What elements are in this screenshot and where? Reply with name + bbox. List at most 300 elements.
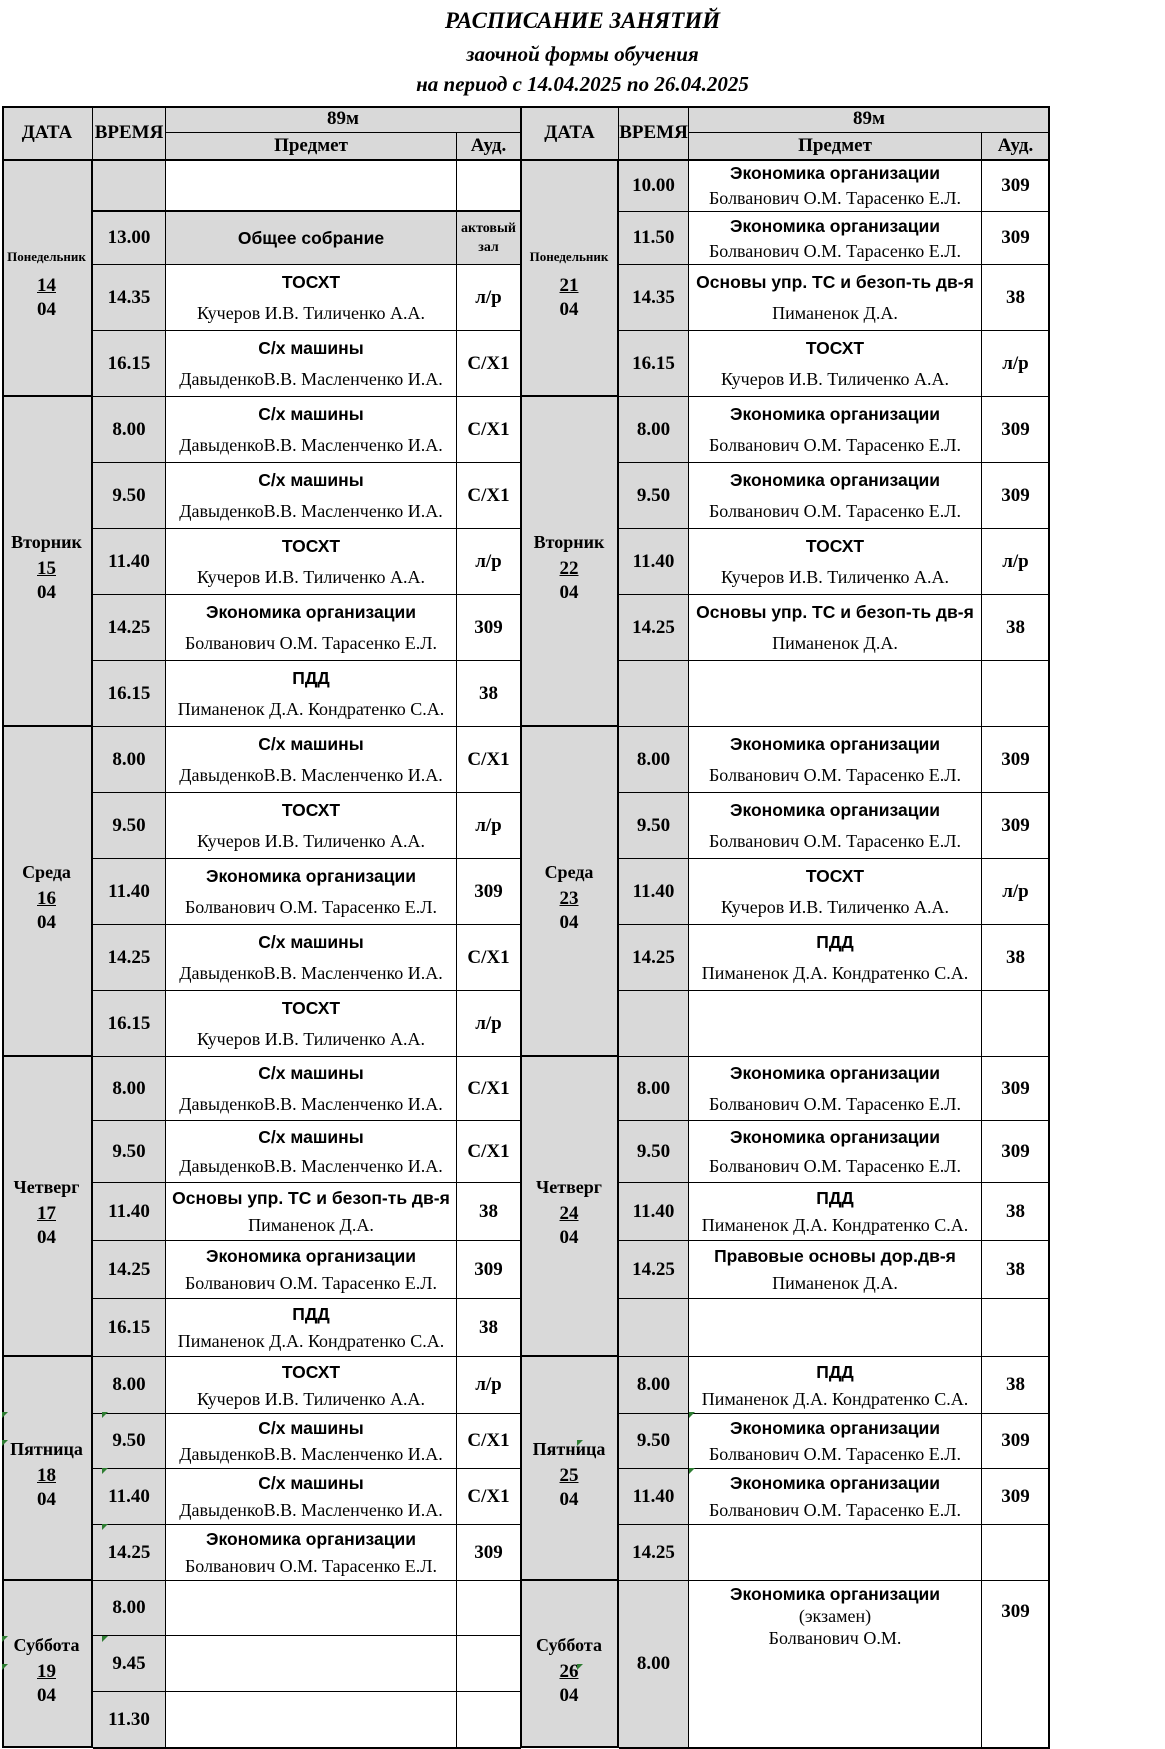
left-time-cell: 14.25 xyxy=(93,1525,166,1581)
subject-name: ТОСХТ xyxy=(805,337,865,358)
right-room-cell: 309 xyxy=(982,463,1050,529)
subject-teachers: Пиманенок Д.А. Кондратенко С.А. xyxy=(701,963,969,984)
right-room-cell: л/р xyxy=(982,859,1050,925)
right-time-cell: 14.35 xyxy=(619,265,689,331)
left-room-cell: С/Х1 xyxy=(457,397,521,463)
right-subject-cell xyxy=(689,991,982,1057)
right-room-cell: 309 xyxy=(982,160,1050,212)
right-subject-cell xyxy=(689,529,982,595)
day-number: 18 xyxy=(37,1465,56,1486)
left-room-cell: С/Х1 xyxy=(457,1414,521,1469)
subject-name: Экономика организации xyxy=(730,403,940,424)
right-time-cell xyxy=(619,991,689,1057)
left-room-cell xyxy=(457,160,521,212)
subject-teachers: Кучеров И.В. Тиличенко А.А. xyxy=(197,1388,425,1409)
subject-teachers: Болванович О.М. Тарасенко Е.Л. xyxy=(708,1444,962,1464)
table-border-top xyxy=(2,106,1050,108)
right-subject-cell xyxy=(689,925,982,991)
left-room-cell: 309 xyxy=(457,859,521,925)
table-border-left xyxy=(2,106,4,1748)
subject-name: Экономика организации xyxy=(206,1245,416,1266)
right-subject-cell xyxy=(689,1121,982,1183)
right-subject-cell xyxy=(689,463,982,529)
right-time-cell: 14.25 xyxy=(619,595,689,661)
day-month: 04 xyxy=(37,582,56,603)
day-name: Вторник xyxy=(533,532,605,552)
subject-name: С/х машины xyxy=(258,931,364,952)
day-name: Понедельник xyxy=(7,248,86,264)
left-time-cell: 9.50 xyxy=(93,1121,166,1183)
subject-name: С/х машины xyxy=(258,337,364,358)
subject-name: ТОСХТ xyxy=(805,535,865,556)
subject-name: Экономика организации xyxy=(206,865,416,886)
subject-teachers: ДавыденкоВ.В. Масленченко И.А. xyxy=(179,1499,443,1520)
page-subtitle: заочной формы обучения xyxy=(466,42,699,66)
subject-name: Основы упр. ТС и безоп-ть дв-я xyxy=(696,601,974,622)
day-month: 04 xyxy=(559,582,579,603)
day-number: 26 xyxy=(559,1660,579,1682)
day-number: 16 xyxy=(37,888,56,909)
subject-teachers: Кучеров И.В. Тиличенко А.А. xyxy=(721,567,949,588)
subject-teachers: Болванович О.М. Тарасенко Е.Л. xyxy=(708,1156,962,1177)
right-room-cell xyxy=(982,1299,1050,1357)
day-number: 21 xyxy=(559,274,579,296)
left-subject-cell xyxy=(166,991,457,1057)
right-subject-cell xyxy=(689,793,982,859)
day-name: Вторник xyxy=(11,532,82,552)
left-room-cell: С/Х1 xyxy=(457,727,521,793)
day-month: 04 xyxy=(37,1684,56,1706)
left-room-cell: 38 xyxy=(457,1183,521,1241)
subject-teachers: ДавыденкоВ.В. Масленченко И.А. xyxy=(179,1093,443,1114)
left-subject-cell xyxy=(166,1581,457,1636)
subject-name: ПДД xyxy=(292,667,330,688)
subject-name: ПДД xyxy=(292,1303,330,1324)
subject-name: Экономика организации xyxy=(206,601,416,622)
left-subject-cell xyxy=(166,397,457,463)
subject-name: ТОСХТ xyxy=(281,535,341,556)
right-subject-cell xyxy=(689,727,982,793)
comment-marker-icon xyxy=(2,1636,8,1642)
day-name: Среда xyxy=(22,862,71,882)
right-time-cell: 9.50 xyxy=(619,463,689,529)
subject-teachers: Пиманенок Д.А. Кондратенко С.А. xyxy=(177,1331,445,1352)
right-header-room: Ауд. xyxy=(982,133,1050,160)
right-day-24 xyxy=(521,1057,619,1357)
left-room-cell: л/р xyxy=(457,991,521,1057)
subject-teachers: Пиманенок Д.А. Кондратенко С.А. xyxy=(177,699,445,720)
right-subject-cell xyxy=(689,1357,982,1414)
right-subject-cell xyxy=(689,1057,982,1121)
right-time-cell: 11.50 xyxy=(619,212,689,265)
day-month: 04 xyxy=(37,1489,56,1510)
left-room-cell: С/Х1 xyxy=(457,925,521,991)
right-subject-cell xyxy=(689,397,982,463)
subject-teachers: Болванович О.М. Тарасенко Е.Л. xyxy=(708,1093,962,1114)
right-room-cell: 309 xyxy=(982,1414,1050,1469)
left-day-19 xyxy=(2,1581,93,1748)
day-number: 24 xyxy=(559,1203,579,1224)
subject-teachers: Болванович О.М. Тарасенко Е.Л. xyxy=(708,1499,962,1520)
left-room-cell: С/Х1 xyxy=(457,1057,521,1121)
subject-teachers: Кучеров И.В. Тиличенко А.А. xyxy=(721,369,949,390)
left-day-16 xyxy=(2,727,93,1057)
right-room-cell: 309 xyxy=(982,1581,1050,1748)
left-time-cell xyxy=(93,160,166,212)
left-subject-cell xyxy=(166,212,457,265)
right-subject-cell xyxy=(689,859,982,925)
subject-name: Основы упр. ТС и безоп-ть дв-я xyxy=(696,271,974,292)
left-room-cell: 309 xyxy=(457,1241,521,1299)
right-room-cell: л/р xyxy=(982,529,1050,595)
comment-marker-icon xyxy=(102,1412,108,1418)
right-time-cell: 14.25 xyxy=(619,925,689,991)
subject-teachers: Болванович О.М. Тарасенко Е.Л. xyxy=(708,187,962,208)
subject-teachers: Болванович О.М. xyxy=(768,1628,902,1648)
left-header-time: ВРЕМЯ xyxy=(93,106,166,160)
left-time-cell: 16.15 xyxy=(93,331,166,397)
subject-teachers: Болванович О.М. Тарасенко Е.Л. xyxy=(708,435,962,456)
subject-teachers: ДавыденкоВ.В. Масленченко И.А. xyxy=(179,1444,443,1464)
day-month: 04 xyxy=(559,1489,579,1510)
right-subject-cell xyxy=(689,595,982,661)
right-time-cell: 11.40 xyxy=(619,529,689,595)
left-time-cell: 14.25 xyxy=(93,595,166,661)
left-room-cell: 309 xyxy=(457,1525,521,1581)
comment-marker-icon xyxy=(689,1468,695,1474)
subject-name: С/х машины xyxy=(258,733,364,754)
left-time-cell: 16.15 xyxy=(93,661,166,727)
right-time-cell: 10.00 xyxy=(619,160,689,212)
day-number: 15 xyxy=(37,558,56,579)
left-time-cell: 13.00 xyxy=(93,212,166,265)
left-time-cell: 8.00 xyxy=(93,1357,166,1414)
left-room-cell: С/Х1 xyxy=(457,1121,521,1183)
subject-teachers: Болванович О.М. Тарасенко Е.Л. xyxy=(184,1555,438,1576)
left-time-cell: 11.30 xyxy=(93,1692,166,1748)
left-time-cell: 14.25 xyxy=(93,925,166,991)
subject-note: (экзамен) xyxy=(798,1606,872,1626)
left-room-cell xyxy=(457,1692,521,1748)
left-header-group: 89м xyxy=(166,106,521,133)
subject-name: Основы упр. ТС и безоп-ть дв-я xyxy=(172,1187,450,1208)
left-subject-cell xyxy=(166,1299,457,1357)
right-subject-cell xyxy=(689,265,982,331)
comment-marker-icon xyxy=(689,1412,695,1418)
subject-teachers: Болванович О.М. Тарасенко Е.Л. xyxy=(184,633,438,654)
left-room-cell: С/Х1 xyxy=(457,463,521,529)
day-name: Четверг xyxy=(13,1177,80,1197)
subject-name: Экономика организации xyxy=(730,163,940,184)
day-number: 22 xyxy=(559,558,579,579)
right-room-cell: 309 xyxy=(982,793,1050,859)
left-subject-cell xyxy=(166,1241,457,1299)
right-day-21 xyxy=(521,160,619,397)
right-subject-cell xyxy=(689,1299,982,1357)
subject-name: Экономика организации xyxy=(206,1529,416,1550)
subject-name: С/х машины xyxy=(258,1126,364,1147)
left-room-cell: л/р xyxy=(457,529,521,595)
left-subject-cell xyxy=(166,463,457,529)
subject-teachers: Кучеров И.В. Тиличенко А.А. xyxy=(197,1029,425,1050)
right-room-cell xyxy=(982,1525,1050,1581)
left-subject-cell xyxy=(166,1121,457,1183)
left-room-cell: 309 xyxy=(457,595,521,661)
left-subject-cell xyxy=(166,661,457,727)
left-subject-cell xyxy=(166,529,457,595)
left-time-cell: 14.35 xyxy=(93,265,166,331)
left-room-cell xyxy=(457,1581,521,1636)
day-month: 04 xyxy=(559,298,579,320)
left-header-room: Ауд. xyxy=(457,133,521,160)
left-subject-cell xyxy=(166,595,457,661)
left-subject-cell xyxy=(166,160,457,212)
left-time-cell: 16.15 xyxy=(93,991,166,1057)
right-time-cell: 14.25 xyxy=(619,1525,689,1581)
subject-name: Общее собрание xyxy=(237,228,385,248)
right-time-cell: 14.25 xyxy=(619,1241,689,1299)
left-room-cell: С/Х1 xyxy=(457,1469,521,1525)
day-name: Пятница xyxy=(532,1439,606,1459)
subject-name: С/х машины xyxy=(258,403,364,424)
right-time-cell: 8.00 xyxy=(619,1581,689,1748)
subject-teachers: ДавыденкоВ.В. Масленченко И.А. xyxy=(179,765,443,786)
subject-name: Экономика организации xyxy=(730,733,940,754)
comment-marker-icon xyxy=(2,1440,8,1446)
right-room-cell: 309 xyxy=(982,1121,1050,1183)
left-time-cell: 8.00 xyxy=(93,397,166,463)
subject-teachers: Пиманенок Д.А. Кондратенко С.А. xyxy=(701,1215,969,1236)
day-name: Среда xyxy=(544,862,594,882)
right-room-cell: 309 xyxy=(982,1469,1050,1525)
subject-teachers: Кучеров И.В. Тиличенко А.А. xyxy=(721,897,949,918)
right-room-cell: 38 xyxy=(982,1183,1050,1241)
right-header-group: 89м xyxy=(689,106,1050,133)
left-subject-cell xyxy=(166,1692,457,1748)
subject-name: Экономика организации xyxy=(730,469,940,490)
right-time-cell: 11.40 xyxy=(619,1183,689,1241)
left-room-cell: 38 xyxy=(457,1299,521,1357)
comment-marker-icon xyxy=(2,1412,8,1418)
subject-name: Экономика организации xyxy=(730,1126,940,1147)
right-header-subject: Предмет xyxy=(689,133,982,160)
comment-marker-icon xyxy=(102,1636,108,1642)
left-time-cell: 8.00 xyxy=(93,1057,166,1121)
comment-marker-icon xyxy=(102,1468,108,1474)
right-header-time: ВРЕМЯ xyxy=(619,106,689,160)
subject-name: Экономика организации xyxy=(730,215,940,236)
subject-teachers: Кучеров И.В. Тиличенко А.А. xyxy=(197,303,425,324)
subject-name: С/х машины xyxy=(258,469,364,490)
subject-name: ТОСХТ xyxy=(805,865,865,886)
left-day-17 xyxy=(2,1057,93,1357)
right-subject-cell xyxy=(689,1525,982,1581)
day-month: 04 xyxy=(559,1684,579,1706)
subject-teachers: Болванович О.М. Тарасенко Е.Л. xyxy=(708,831,962,852)
subject-name: Экономика организации xyxy=(730,799,940,820)
left-header-date: ДАТА xyxy=(2,106,93,160)
right-subject-cell xyxy=(689,1414,982,1469)
right-room-cell: 309 xyxy=(982,397,1050,463)
day-month: 04 xyxy=(37,1227,56,1248)
day-name: Четверг xyxy=(536,1177,602,1197)
right-room-cell: 309 xyxy=(982,1057,1050,1121)
day-number: 14 xyxy=(37,274,56,296)
subject-teachers: ДавыденкоВ.В. Масленченко И.А. xyxy=(179,1156,443,1177)
subject-teachers: ДавыденкоВ.В. Масленченко И.А. xyxy=(179,501,443,522)
right-room-cell: л/р xyxy=(982,331,1050,397)
left-time-cell: 9.45 xyxy=(93,1636,166,1692)
right-subject-cell xyxy=(689,331,982,397)
right-subject-cell xyxy=(689,1469,982,1525)
left-subject-cell xyxy=(166,265,457,331)
comment-marker-icon xyxy=(577,1440,583,1446)
subject-name: ТОСХТ xyxy=(281,799,341,820)
left-time-cell: 9.50 xyxy=(93,793,166,859)
left-subject-cell xyxy=(166,1469,457,1525)
left-room-cell: С/Х1 xyxy=(457,331,521,397)
left-day-15 xyxy=(2,397,93,727)
right-day-26 xyxy=(521,1581,619,1748)
left-time-cell: 9.50 xyxy=(93,1414,166,1469)
subject-teachers: Пиманенок Д.А. xyxy=(248,1215,374,1236)
day-number: 25 xyxy=(559,1465,579,1486)
left-time-cell: 16.15 xyxy=(93,1299,166,1357)
subject-teachers: Болванович О.М. Тарасенко Е.Л. xyxy=(708,501,962,522)
right-subject-cell xyxy=(689,1241,982,1299)
right-time-cell: 8.00 xyxy=(619,397,689,463)
right-time-cell: 9.50 xyxy=(619,1414,689,1469)
left-room-cell: актовый зал xyxy=(457,212,521,265)
day-name: Понедельник xyxy=(529,248,609,264)
right-time-cell: 16.15 xyxy=(619,331,689,397)
right-subject-cell xyxy=(689,1581,982,1748)
right-time-cell: 11.40 xyxy=(619,1469,689,1525)
day-month: 04 xyxy=(37,298,56,320)
subject-teachers: Пиманенок Д.А. Кондратенко С.А. xyxy=(701,1388,969,1409)
left-time-cell: 11.40 xyxy=(93,1183,166,1241)
left-subject-cell xyxy=(166,1357,457,1414)
right-time-cell xyxy=(619,661,689,727)
left-subject-cell xyxy=(166,859,457,925)
left-room-cell: л/р xyxy=(457,793,521,859)
right-room-cell: 38 xyxy=(982,925,1050,991)
right-time-cell: 11.40 xyxy=(619,859,689,925)
subject-teachers: Пиманенок Д.А. xyxy=(772,633,898,654)
subject-name: ПДД xyxy=(816,1361,854,1382)
right-day-23 xyxy=(521,727,619,1057)
left-time-cell: 8.00 xyxy=(93,727,166,793)
left-subject-cell xyxy=(166,793,457,859)
right-time-cell: 8.00 xyxy=(619,1057,689,1121)
right-room-cell xyxy=(982,991,1050,1057)
day-month: 04 xyxy=(559,912,579,933)
right-subject-cell xyxy=(689,160,982,212)
subject-name: ПДД xyxy=(816,1187,854,1208)
day-month: 04 xyxy=(559,1227,579,1248)
left-header-subject: Предмет xyxy=(166,133,457,160)
subject-teachers: Болванович О.М. Тарасенко Е.Л. xyxy=(184,1273,438,1294)
left-room-cell: 38 xyxy=(457,661,521,727)
left-subject-cell xyxy=(166,1636,457,1692)
left-subject-cell xyxy=(166,1414,457,1469)
right-room-cell: 38 xyxy=(982,1241,1050,1299)
right-time-cell: 8.00 xyxy=(619,727,689,793)
left-subject-cell xyxy=(166,727,457,793)
left-time-cell: 11.40 xyxy=(93,529,166,595)
subject-name: Экономика организации xyxy=(730,1063,940,1084)
day-month: 04 xyxy=(37,912,56,933)
day-number: 23 xyxy=(559,888,579,909)
subject-teachers: Пиманенок Д.А. xyxy=(772,1273,898,1294)
subject-name: Экономика организации xyxy=(730,1473,940,1494)
right-time-cell: 9.50 xyxy=(619,1121,689,1183)
table-border-middle xyxy=(520,106,522,1748)
right-room-cell: 38 xyxy=(982,595,1050,661)
comment-marker-icon xyxy=(2,1664,8,1670)
left-time-cell: 14.25 xyxy=(93,1241,166,1299)
subject-name: С/х машины xyxy=(258,1063,364,1084)
right-subject-cell xyxy=(689,212,982,265)
right-header-date: ДАТА xyxy=(521,106,619,160)
subject-name: ПДД xyxy=(816,931,854,952)
right-time-cell: 9.50 xyxy=(619,793,689,859)
subject-name: ТОСХТ xyxy=(281,1361,341,1382)
subject-teachers: Болванович О.М. Тарасенко Е.Л. xyxy=(184,897,438,918)
day-number: 17 xyxy=(37,1203,56,1224)
right-room-cell xyxy=(982,661,1050,727)
left-subject-cell xyxy=(166,1057,457,1121)
left-room-cell: л/р xyxy=(457,1357,521,1414)
table-border-header xyxy=(2,159,1050,161)
right-subject-cell xyxy=(689,1183,982,1241)
left-subject-cell xyxy=(166,1183,457,1241)
left-room-cell: л/р xyxy=(457,265,521,331)
left-day-18 xyxy=(2,1357,93,1581)
subject-teachers: ДавыденкоВ.В. Масленченко И.А. xyxy=(179,435,443,456)
subject-teachers: Кучеров И.В. Тиличенко А.А. xyxy=(197,831,425,852)
right-room-cell: 309 xyxy=(982,727,1050,793)
subject-name: ТОСХТ xyxy=(281,997,341,1018)
subject-name: Экономика организации xyxy=(730,1584,940,1604)
left-time-cell: 11.40 xyxy=(93,1469,166,1525)
day-name: Суббота xyxy=(13,1634,80,1655)
right-subject-cell xyxy=(689,661,982,727)
day-name: Пятница xyxy=(10,1439,83,1459)
right-time-cell: 8.00 xyxy=(619,1357,689,1414)
left-time-cell: 8.00 xyxy=(93,1581,166,1636)
left-subject-cell xyxy=(166,925,457,991)
left-time-cell: 11.40 xyxy=(93,859,166,925)
right-time-cell xyxy=(619,1299,689,1357)
day-number: 19 xyxy=(37,1660,56,1682)
subject-name: Правовые основы дор.дв-я xyxy=(714,1245,956,1266)
comment-marker-icon xyxy=(577,1664,583,1670)
subject-teachers: Болванович О.М. Тарасенко Е.Л. xyxy=(708,240,962,261)
subject-teachers: Пиманенок Д.А. xyxy=(772,303,898,324)
right-room-cell: 38 xyxy=(982,1357,1050,1414)
subject-name: С/х машины xyxy=(258,1473,364,1494)
subject-teachers: ДавыденкоВ.В. Масленченко И.А. xyxy=(179,963,443,984)
comment-marker-icon xyxy=(102,1524,108,1530)
left-subject-cell xyxy=(166,1525,457,1581)
subject-name: Экономика организации xyxy=(730,1418,940,1438)
subject-name: ТОСХТ xyxy=(281,271,341,292)
left-day-14 xyxy=(2,160,93,397)
subject-teachers: ДавыденкоВ.В. Масленченко И.А. xyxy=(179,369,443,390)
subject-teachers: Кучеров И.В. Тиличенко А.А. xyxy=(197,567,425,588)
left-time-cell: 9.50 xyxy=(93,463,166,529)
